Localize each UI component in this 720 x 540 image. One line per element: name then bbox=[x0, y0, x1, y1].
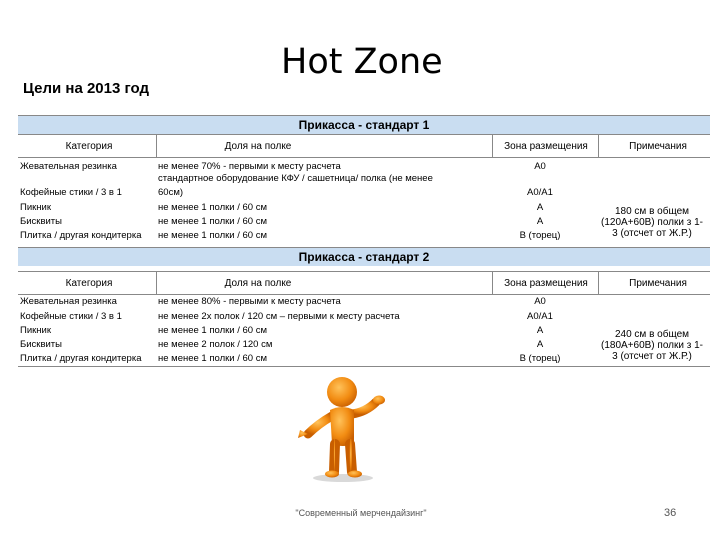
column-header-notes: Примечания bbox=[629, 141, 687, 152]
section-2-note bbox=[594, 329, 710, 362]
row-share: стандартное оборудование КФУ / сашетница/ полка (не менее bbox=[158, 173, 433, 184]
row-category: Пикник bbox=[20, 325, 52, 336]
section-1-header: Прикасса - стандарт 1 bbox=[18, 115, 710, 134]
column-header-zone: Зона размещения bbox=[504, 278, 588, 289]
row-zone: А0/А1 bbox=[527, 311, 553, 322]
note-line: 3 (отсчет от Ж.Р.) bbox=[612, 351, 692, 362]
row-zone: А0 bbox=[534, 296, 546, 307]
column-header-share: Доля на полке bbox=[224, 278, 292, 289]
row-share: не менее 1 полки / 60 см bbox=[158, 202, 267, 213]
row-share: не менее 80% - первыми к месту расчета bbox=[158, 296, 341, 307]
section-1-note bbox=[594, 206, 710, 239]
section-2-column-headers bbox=[18, 271, 710, 295]
row-category: Кофейные стики / 3 в 1 bbox=[20, 311, 122, 322]
note-line: 240 см в общем bbox=[614, 329, 690, 340]
row-category: Плитка / другая кондитерка bbox=[20, 353, 142, 364]
row-zone: А bbox=[536, 216, 544, 227]
note-line: (120А+60В) полки з 1- bbox=[600, 217, 703, 228]
row-share: не менее 1 полки / 60 см bbox=[158, 216, 267, 227]
slide-title: Hot Zone bbox=[281, 42, 443, 82]
row-zone: А0/А1 bbox=[527, 187, 553, 198]
footer-text: "Современный мерчендайзинг" bbox=[295, 508, 427, 518]
row-zone: А0 bbox=[534, 161, 546, 172]
row-zone: В (торец) bbox=[519, 353, 561, 364]
note-line: 3 (отсчет от Ж.Р.) bbox=[612, 228, 692, 239]
row-category: Жевательная резинка bbox=[20, 161, 117, 172]
row-zone: А bbox=[536, 339, 544, 350]
row-share: не менее 1 полки / 60 см bbox=[158, 325, 267, 336]
column-divider bbox=[598, 135, 599, 157]
column-divider bbox=[156, 135, 157, 157]
row-zone: А bbox=[536, 202, 544, 213]
section-1-column-headers bbox=[18, 134, 710, 158]
row-share: не менее 2 полок / 120 см bbox=[158, 339, 273, 350]
row-share: не менее 1 полки / 60 см bbox=[158, 230, 267, 241]
column-header-notes: Примечания bbox=[629, 278, 687, 289]
column-divider bbox=[492, 135, 493, 157]
note-line: 180 см в общем bbox=[614, 206, 690, 217]
row-share: не менее 2х полок / 120 см – первыми к месту расчета bbox=[158, 311, 400, 322]
presenter-figure-icon bbox=[288, 372, 398, 484]
column-header-share: Доля на полке bbox=[224, 141, 292, 152]
section-2-header: Прикасса - стандарт 2 bbox=[18, 247, 710, 266]
goal-label: Цели на 2013 год bbox=[23, 80, 150, 97]
note-line: (180А+60В) полки з 1- bbox=[600, 340, 703, 351]
table-bottom-border bbox=[18, 366, 710, 367]
column-header-category: Категория bbox=[65, 278, 113, 289]
row-zone: А bbox=[536, 325, 544, 336]
row-category: Жевательная резинка bbox=[20, 296, 117, 307]
column-divider bbox=[492, 272, 493, 294]
row-share: 60см) bbox=[158, 187, 184, 198]
column-divider bbox=[156, 272, 157, 294]
row-category: Плитка / другая кондитерка bbox=[20, 230, 142, 241]
row-category: Пикник bbox=[20, 202, 52, 213]
row-share: не менее 1 полки / 60 см bbox=[158, 353, 267, 364]
column-divider bbox=[598, 272, 599, 294]
row-category: Кофейные стики / 3 в 1 bbox=[20, 187, 122, 198]
row-category: Бисквиты bbox=[20, 339, 62, 350]
row-category: Бисквиты bbox=[20, 216, 62, 227]
row-zone: В (торец) bbox=[519, 230, 561, 241]
row-share: не менее 70% - первыми к месту расчета bbox=[158, 161, 341, 172]
column-header-category: Категория bbox=[65, 141, 113, 152]
column-header-zone: Зона размещения bbox=[504, 141, 588, 152]
page-number: 36 bbox=[664, 507, 677, 519]
